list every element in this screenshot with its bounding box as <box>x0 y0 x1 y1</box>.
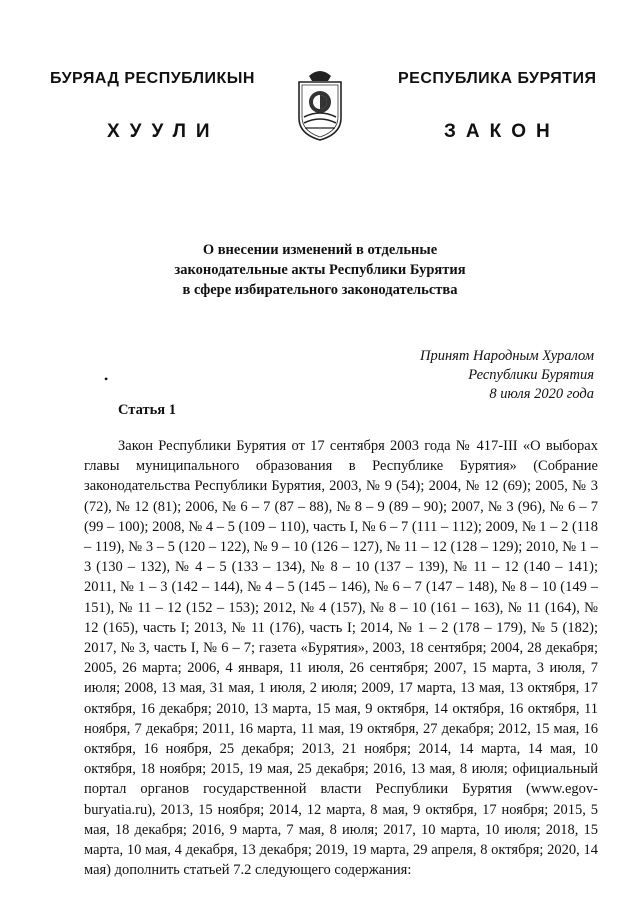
document-title <box>140 240 500 300</box>
article-heading: Статья 1 <box>118 402 176 418</box>
header-right-law: ЗАКОН <box>444 121 560 142</box>
adoption-line: Республики Бурятия <box>468 367 594 383</box>
title-line: О внесении изменений в отдельные <box>202 242 438 258</box>
article-body-text: Закон Республики Бурятия от 17 сентября 2003 года № 417-III «О выборах главы муниципального образования в Республике Бурятия» (Собрание законодательства Республики Бурятия, 2003, № 9 (54); 2004, № 12 (69); 2005, № 3 (72), № 12 (81); 2006, № 6 – 7 (87 – 88), № 8 – 9 (89 – 90); 2007, № 3 (96), № 6 – 7 (99 – 100); 2008, № 4 – 5 (109 – 110), часть I, № 6 – 7 (111 – 112); 2009, № 1 – 2 (118 – 119), № 3 – 5 (120 – 122), № 9 – 10 (126 – 127), № 11 – 12 (128 – 129); 2010, № 1 – 3 (130 – 132), № 4 – 5 (133 – 134), № 8 – 10 (137 – 139), № 11 – 12 (140 – 141); 2011, № 1 – 3 (142 – 144), № 4 – 5 (145 – 146), № 6 – 7 (147 – 148), № 8 – 10 (149 – 151), № 11 – 12 (152 – 153); 2012, № 4 (157), № 8 – 10 (161 – 163), № 11 (164), № 12 (165), часть I; 2013, № 11 (176), часть I; 2014, № 1 – 2 (178 – 179), № 5 (182); 2017, № 3, часть I, № 6 – 7; газета «Бурятия», 2003, 18 сентября; 2004, 28 декабря; 2005, 26 марта; 2006, 4 января, 11 июля, 26 сентября; 2007, 15 марта, 3 июля, 7 июля; 2008, 13 мая, 31 мая, 1 июля, 2 июля; 2009, 17 марта, 13 мая, 13 октября, 17 октября, 16 декабря; 2010, 13 марта, 15 мая, 9 октября, 14 октября, 16 октября, 11 ноября, 7 декабря; 2011, 16 марта, 11 мая, 19 октября, 27 декабря; 2012, 15 мая, 16 октября, 16 ноября, 25 декабря; 2013, 21 ноября; 2014, 14 марта, 14 мая, 10 октября, 18 ноября; 2015, 19 мая, 25 декабря; 2016, 13 мая, 8 июля; официальный портал органов государственной власти Республики Бурятия (www.egov-buryatia.ru), 2013, 15 ноября; 2014, 12 марта, 8 мая, 9 октября, 17 ноября; 2015, 5 мая, 18 декабря; 2016, 9 марта, 7 мая, 8 июля; 2017, 10 марта, 10 июля; 2018, 15 марта, 10 мая, 4 декабря, 13 декабря; 2019, 19 марта, 29 апреля, 8 октября; 2020, 14 мая) дополнить статьей 7.2 следующего содержания: <box>84 438 598 879</box>
stray-dot: • <box>104 372 109 386</box>
adoption-line: 8 июля 2020 года <box>489 386 594 402</box>
header-left-law: ХУУЛИ <box>107 121 220 142</box>
header-left-republic: БУРЯАД РЕСПУБЛИКЫН <box>50 70 255 87</box>
title-line: в сфере избирательного законодательства <box>182 282 458 298</box>
adoption-line: Принят Народным Хуралом <box>419 348 594 364</box>
header-right-republic: РЕСПУБЛИКА БУРЯТИЯ <box>398 70 597 87</box>
title-line: законодательные акты Республики Бурятия <box>174 262 466 278</box>
adoption-note <box>420 347 594 404</box>
buryatia-coat-of-arms-icon <box>295 68 345 142</box>
